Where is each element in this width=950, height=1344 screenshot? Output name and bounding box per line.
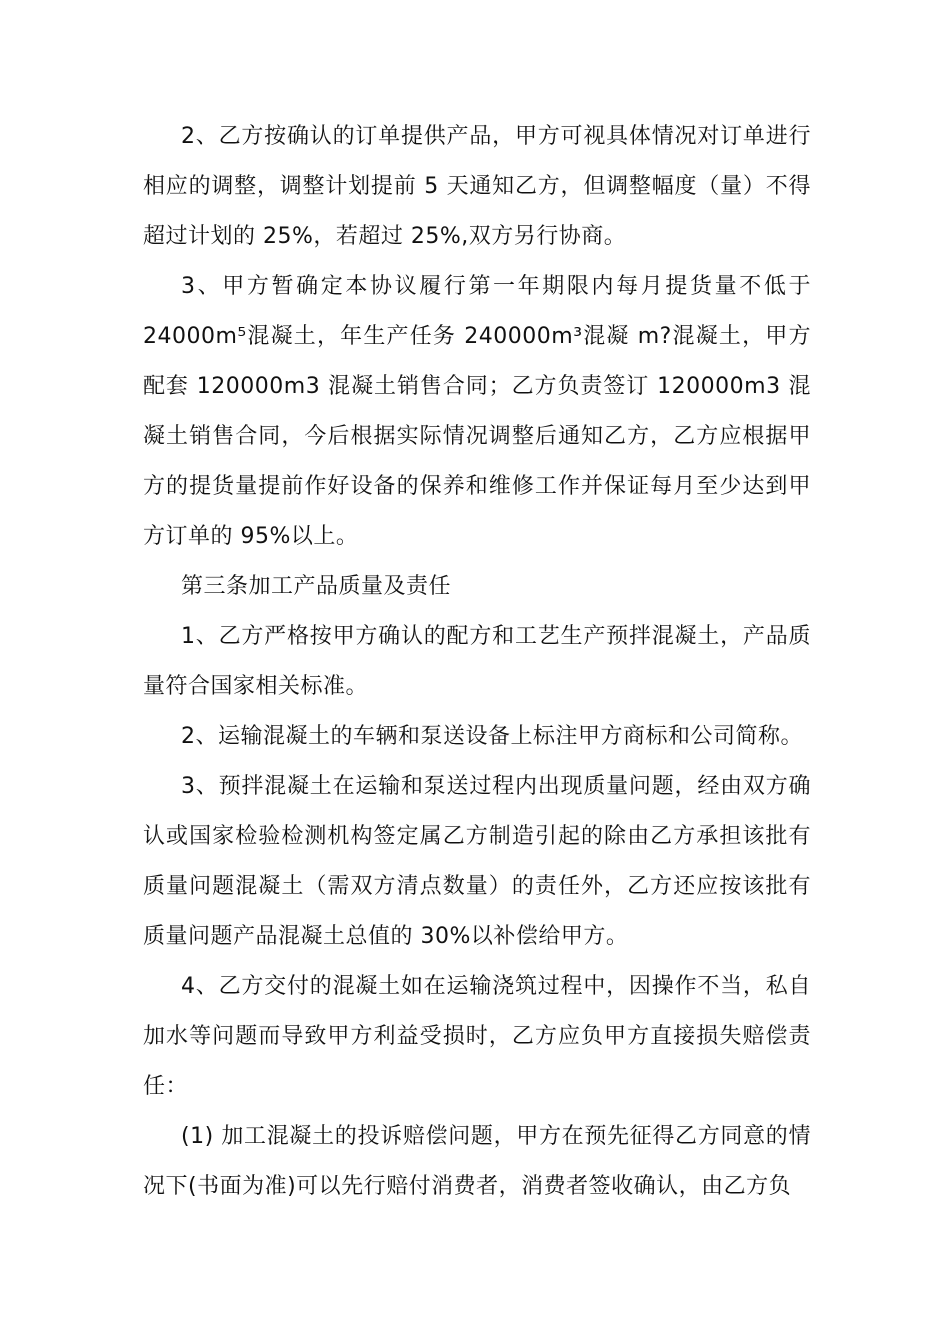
paragraph-vehicle-marking: 2、运输混凝土的车辆和泵送设备上标注甲方商标和公司简称。 bbox=[181, 724, 803, 749]
paragraph-quality-standard: 1、乙方严格按甲方确认的配方和工艺生产预拌混凝土，产品质量符合国家相关标准。 bbox=[143, 624, 811, 699]
paragraph-order-adjustment: 2、乙方按确认的订单提供产品，甲方可视具体情况对订单进行相应的调整，调整计划提前 5 天通知乙方，但调整幅度（量）不得超过计划的 25%，若超过 25%,双方另行协商。 bbox=[143, 124, 811, 249]
paragraph-quality-problem: 3、预拌混凝土在运输和泵送过程内出现质量问题，经由双方确认或国家检验检测机构签定属乙方制造引起的除由乙方承担该批有质量问题混凝土（需双方清点数量）的责任外，乙方还应按该批有质量问题产品混凝土总值的 30%以补偿给甲方。 bbox=[143, 774, 811, 949]
paragraph-monthly-volume: 3、甲方暂确定本协议履行第一年期限内每月提货量不低于 24000m⁵混凝土，年生产任务 240000m³混凝 m?混凝土，甲方配套 120000m3 混凝土销售合同；乙方负责签订 120000m3 混凝土销售合同，今后根据实际情况调整后通知乙方，乙方应根据甲方的提货量提前作好设备的保养和维修工作并保证每月至少达到甲方订单的 95%以上。 bbox=[143, 274, 811, 549]
paragraph-transport-loss: 4、乙方交付的混凝土如在运输浇筑过程中，因操作不当，私自加水等问题而导致甲方利益受损时，乙方应负甲方直接损失赔偿责任： bbox=[143, 974, 811, 1099]
paragraph-complaint-compensation: (1) 加工混凝土的投诉赔偿问题，甲方在预先征得乙方同意的情况下(书面为准)可以先行赔付消费者，消费者签收确认，由乙方负 bbox=[143, 1124, 811, 1199]
document-page bbox=[143, 112, 811, 1212]
section-heading-quality: 第三条加工产品质量及责任 bbox=[181, 574, 452, 599]
